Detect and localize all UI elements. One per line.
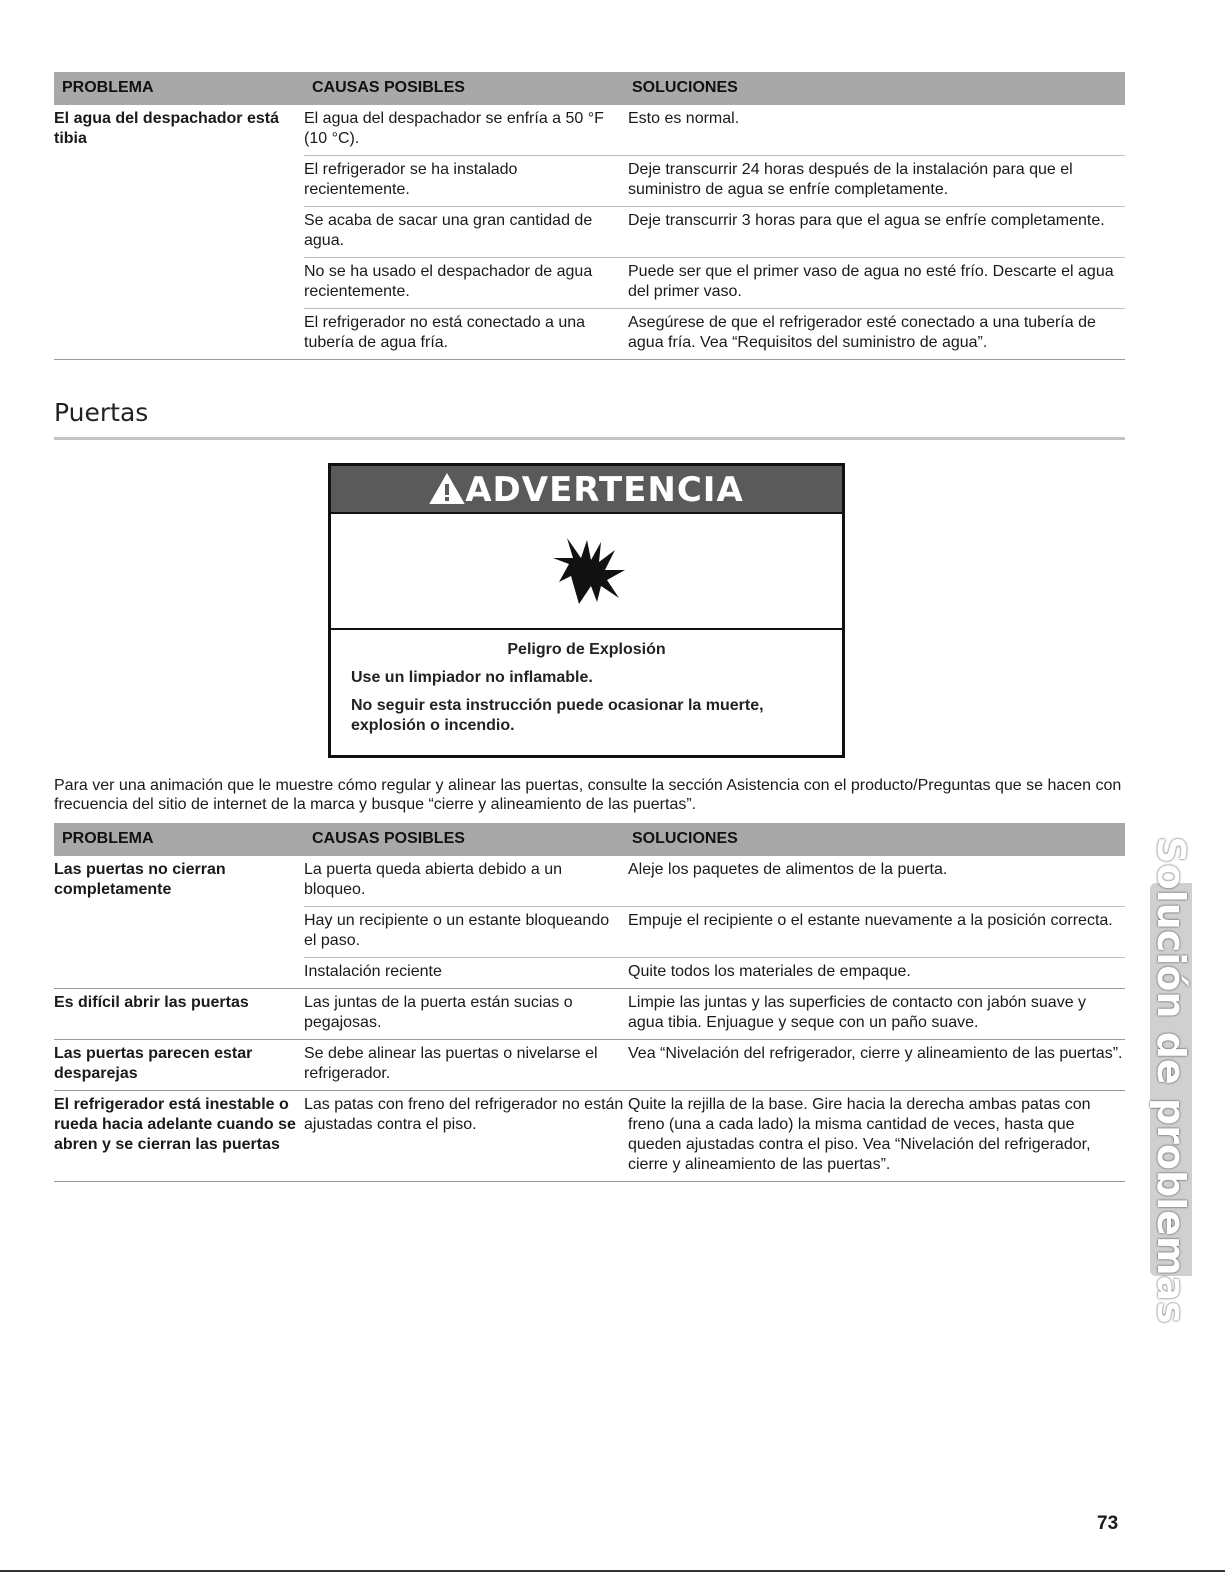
solution-cell: Deje transcurrir 3 horas para que el agua se enfríe completamente. bbox=[628, 212, 1105, 229]
explosion-icon bbox=[549, 536, 629, 606]
cause-cell: Las juntas de la puerta están sucias o pegajosas. bbox=[304, 994, 573, 1031]
header-soluciones: SOLUCIONES bbox=[632, 79, 738, 96]
problem-cell: El refrigerador está inestable o rueda hacia adelante cuando se abren y se cierran las puertas bbox=[54, 1096, 296, 1153]
header-problema: PROBLEMA bbox=[62, 79, 154, 96]
intro-paragraph: Para ver una animación que le muestre cómo regular y alinear las puertas, consulte la sección Asistencia con el producto/Preguntas que se hacen con frecuencia del sitio de internet de la marca y busque “cierre y alineamiento de las puertas”. bbox=[54, 777, 1122, 813]
warning-line-2: No seguir esta instrucción puede ocasionar la muerte, explosión o incendio. bbox=[351, 697, 764, 734]
table-header bbox=[54, 823, 1125, 856]
solution-cell: Deje transcurrir 24 horas después de la instalación para que el suministro de agua se enfríe completamente. bbox=[628, 161, 1073, 198]
cause-solution-row bbox=[304, 105, 1125, 156]
side-tab-label: Solución de problemas bbox=[1149, 835, 1193, 1324]
cause-solution-row bbox=[304, 958, 1125, 988]
cause-solution-row bbox=[304, 1091, 1125, 1181]
table-header bbox=[54, 72, 1125, 105]
problem-cell: Las puertas no cierran completamente bbox=[54, 861, 226, 898]
table-row bbox=[54, 105, 1125, 360]
cause-solution-row bbox=[304, 856, 1125, 907]
table-row bbox=[54, 989, 1125, 1040]
cause-solution-row bbox=[304, 1040, 1125, 1090]
warning-title: Peligro de Explosión bbox=[507, 641, 666, 658]
warning-triangle-icon bbox=[429, 473, 465, 505]
page-number: 73 bbox=[1097, 1513, 1119, 1534]
cause-cell: Se acaba de sacar una gran cantidad de agua. bbox=[304, 212, 593, 249]
cause-cell: El refrigerador no está conectado a una tubería de agua fría. bbox=[304, 314, 586, 351]
cause-cell: Se debe alinear las puertas o nivelarse el refrigerador. bbox=[304, 1045, 598, 1082]
section-divider bbox=[54, 437, 1125, 440]
table-row bbox=[54, 1040, 1125, 1091]
cause-solution-row bbox=[304, 258, 1125, 309]
table-row bbox=[54, 1091, 1125, 1182]
header-soluciones: SOLUCIONES bbox=[632, 830, 738, 847]
side-section-tab bbox=[1149, 835, 1193, 1324]
cause-solution-row bbox=[304, 156, 1125, 207]
warning-line-1: Use un limpiador no inflamable. bbox=[351, 669, 593, 686]
cause-cell: Instalación reciente bbox=[304, 963, 442, 980]
solution-cell: Asegúrese de que el refrigerador esté conectado a una tubería de agua fría. Vea “Requisitos del suministro de agua”. bbox=[628, 314, 1096, 351]
problem-cell: Es difícil abrir las puertas bbox=[54, 994, 249, 1011]
cause-cell: No se ha usado el despachador de agua recientemente. bbox=[304, 263, 593, 300]
cause-solution-row bbox=[304, 207, 1125, 258]
warning-icon-area bbox=[331, 512, 842, 630]
cause-solution-row bbox=[304, 907, 1125, 958]
cause-solution-row bbox=[304, 989, 1125, 1039]
section-title: Puertas bbox=[54, 398, 149, 427]
cause-solution-row bbox=[304, 309, 1125, 359]
table-doors bbox=[54, 823, 1125, 1182]
cause-cell: Hay un recipiente o un estante bloqueando el paso. bbox=[304, 912, 610, 949]
cause-cell: La puerta queda abierta debido a un bloqueo. bbox=[304, 861, 562, 898]
problem-cell: Las puertas parecen estar desparejas bbox=[54, 1045, 253, 1082]
bottom-rule bbox=[0, 1570, 1225, 1572]
header-problema: PROBLEMA bbox=[62, 830, 154, 847]
solution-cell: Empuje el recipiente o el estante nuevamente a la posición correcta. bbox=[628, 912, 1113, 929]
header-causas: CAUSAS POSIBLES bbox=[312, 830, 465, 847]
table-row bbox=[54, 856, 1125, 989]
solution-cell: Limpie las juntas y las superficies de contacto con jabón suave y agua tibia. Enjuague y seque con un paño suave. bbox=[628, 994, 1087, 1031]
solution-cell: Quite la rejilla de la base. Gire hacia la derecha ambas patas con freno (una a cada lado) la misma cantidad de veces, hasta que queden ajustadas contra el piso. Vea “Nivelación del refrigerador, cierre y alineamiento de las puertas”. bbox=[628, 1096, 1091, 1173]
cause-cell: El agua del despachador se enfría a 50 °F (10 °C). bbox=[304, 110, 604, 147]
warning-heading: ADVERTENCIA bbox=[465, 470, 744, 510]
cause-cell: El refrigerador se ha instalado recientemente. bbox=[304, 161, 518, 198]
solution-cell: Esto es normal. bbox=[628, 110, 740, 127]
problem-cell: El agua del despachador está tibia bbox=[54, 110, 279, 147]
solution-cell: Puede ser que el primer vaso de agua no esté frío. Descarte el agua del primer vaso. bbox=[628, 263, 1114, 300]
cause-cell: Las patas con freno del refrigerador no están ajustadas contra el piso. bbox=[304, 1096, 624, 1133]
warning-header bbox=[331, 466, 842, 512]
solution-cell: Vea “Nivelación del refrigerador, cierre y alineamiento de las puertas”. bbox=[628, 1045, 1123, 1062]
solution-cell: Aleje los paquetes de alimentos de la puerta. bbox=[628, 861, 948, 878]
header-causas: CAUSAS POSIBLES bbox=[312, 79, 465, 96]
warning-box bbox=[328, 463, 845, 758]
table-water bbox=[54, 72, 1125, 360]
solution-cell: Quite todos los materiales de empaque. bbox=[628, 963, 911, 980]
